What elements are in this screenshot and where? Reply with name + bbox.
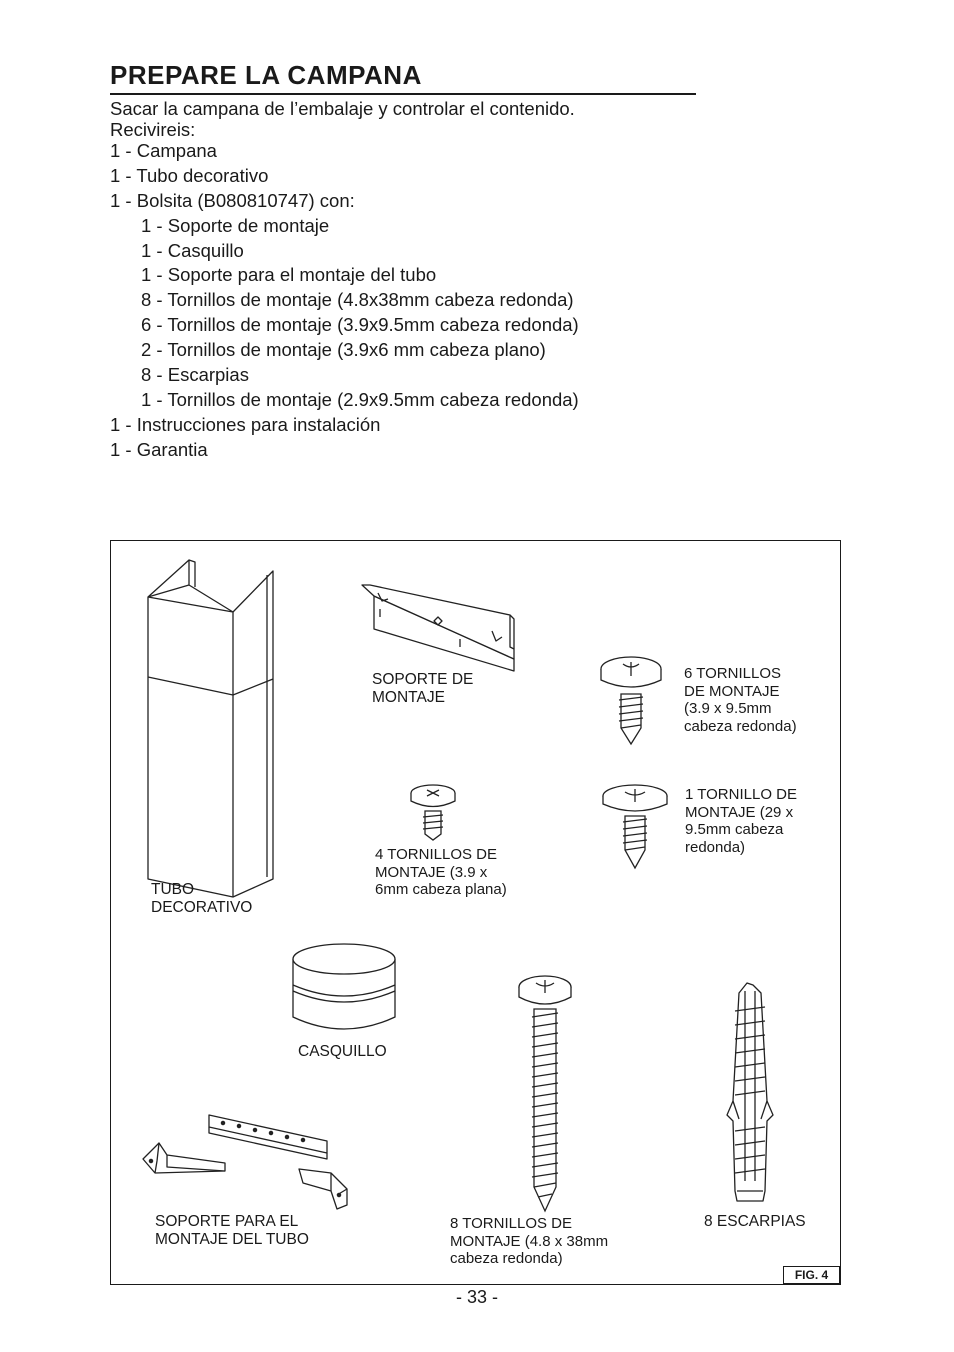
tube-bracket-drawing bbox=[141, 1111, 356, 1211]
bushing-drawing bbox=[290, 941, 398, 1037]
screw-8-drawing bbox=[516, 975, 574, 1213]
list-subitem: 1 - Soporte de montaje bbox=[141, 214, 330, 236]
decorative-tube-drawing bbox=[143, 557, 275, 897]
label-screws-6: 6 TORNILLOS DE MONTAJE (3.9 x 9.5mm cabeza redonda) bbox=[684, 665, 797, 735]
label-bushing: CASQUILLO bbox=[298, 1043, 387, 1060]
list-item: 1 - Campana bbox=[110, 140, 217, 161]
screw-4-drawing bbox=[409, 784, 457, 840]
label-tube-bracket: SOPORTE PARA EL MONTAJE DEL TUBO bbox=[155, 1213, 309, 1248]
intro-line: Sacar la campana de l’embalaje y controlar el contenido. bbox=[110, 98, 575, 119]
page-number: - 33 - bbox=[455, 1287, 498, 1307]
label-screws-8: 8 TORNILLOS DE MONTAJE (4.8 x 38mm cabeza redonda) bbox=[450, 1215, 609, 1267]
contents-list bbox=[110, 139, 579, 463]
list-item: 1 - Garantia bbox=[110, 438, 208, 460]
parts-figure bbox=[110, 540, 841, 1285]
list-subitem: 1 - Casquillo bbox=[141, 239, 244, 261]
wall-plug-drawing bbox=[723, 981, 777, 1203]
label-mounting-bracket: SOPORTE DE MONTAJE bbox=[372, 671, 474, 706]
page-title: PREPARE LA CAMPANA bbox=[110, 60, 422, 90]
list-item: 1 - Instrucciones para instalación bbox=[110, 413, 381, 435]
title-underline bbox=[110, 93, 696, 95]
label-decorative-tube: TUBO DECORATIVO bbox=[151, 881, 253, 916]
intro-line: Recivireis: bbox=[110, 119, 196, 140]
list-subitem: 1 - Tornillos de montaje (2.9x9.5mm cabeza redonda) bbox=[141, 388, 579, 410]
list-subitem: 8 - Tornillos de montaje (4.8x38mm cabeza redonda) bbox=[141, 289, 574, 311]
screw-1-drawing bbox=[601, 784, 669, 870]
label-wall-plugs: 8 ESCARPIAS bbox=[704, 1213, 806, 1230]
list-item: 1 - Bolsita (B080810747) con: bbox=[110, 189, 355, 211]
label-screws-4: 4 TORNILLOS DE MONTAJE (3.9 x 6mm cabeza plana) bbox=[375, 846, 507, 898]
list-item: 1 - Tubo decorativo bbox=[110, 164, 269, 186]
screw-6-drawing bbox=[599, 656, 663, 746]
list-subitem: 6 - Tornillos de montaje (3.9x9.5mm cabeza redonda) bbox=[141, 314, 579, 336]
mounting-bracket-drawing bbox=[360, 581, 528, 671]
label-screw-1: 1 TORNILLO DE MONTAJE (29 x 9.5mm cabeza redonda) bbox=[685, 786, 797, 856]
list-subitem: 2 - Tornillos de montaje (3.9x6 mm cabeza plano) bbox=[141, 339, 546, 361]
figure-tag: FIG. 4 bbox=[783, 1266, 840, 1284]
list-subitem: 1 - Soporte para el montaje del tubo bbox=[141, 264, 437, 286]
intro-text bbox=[110, 98, 575, 140]
list-subitem: 8 - Escarpias bbox=[141, 364, 249, 386]
